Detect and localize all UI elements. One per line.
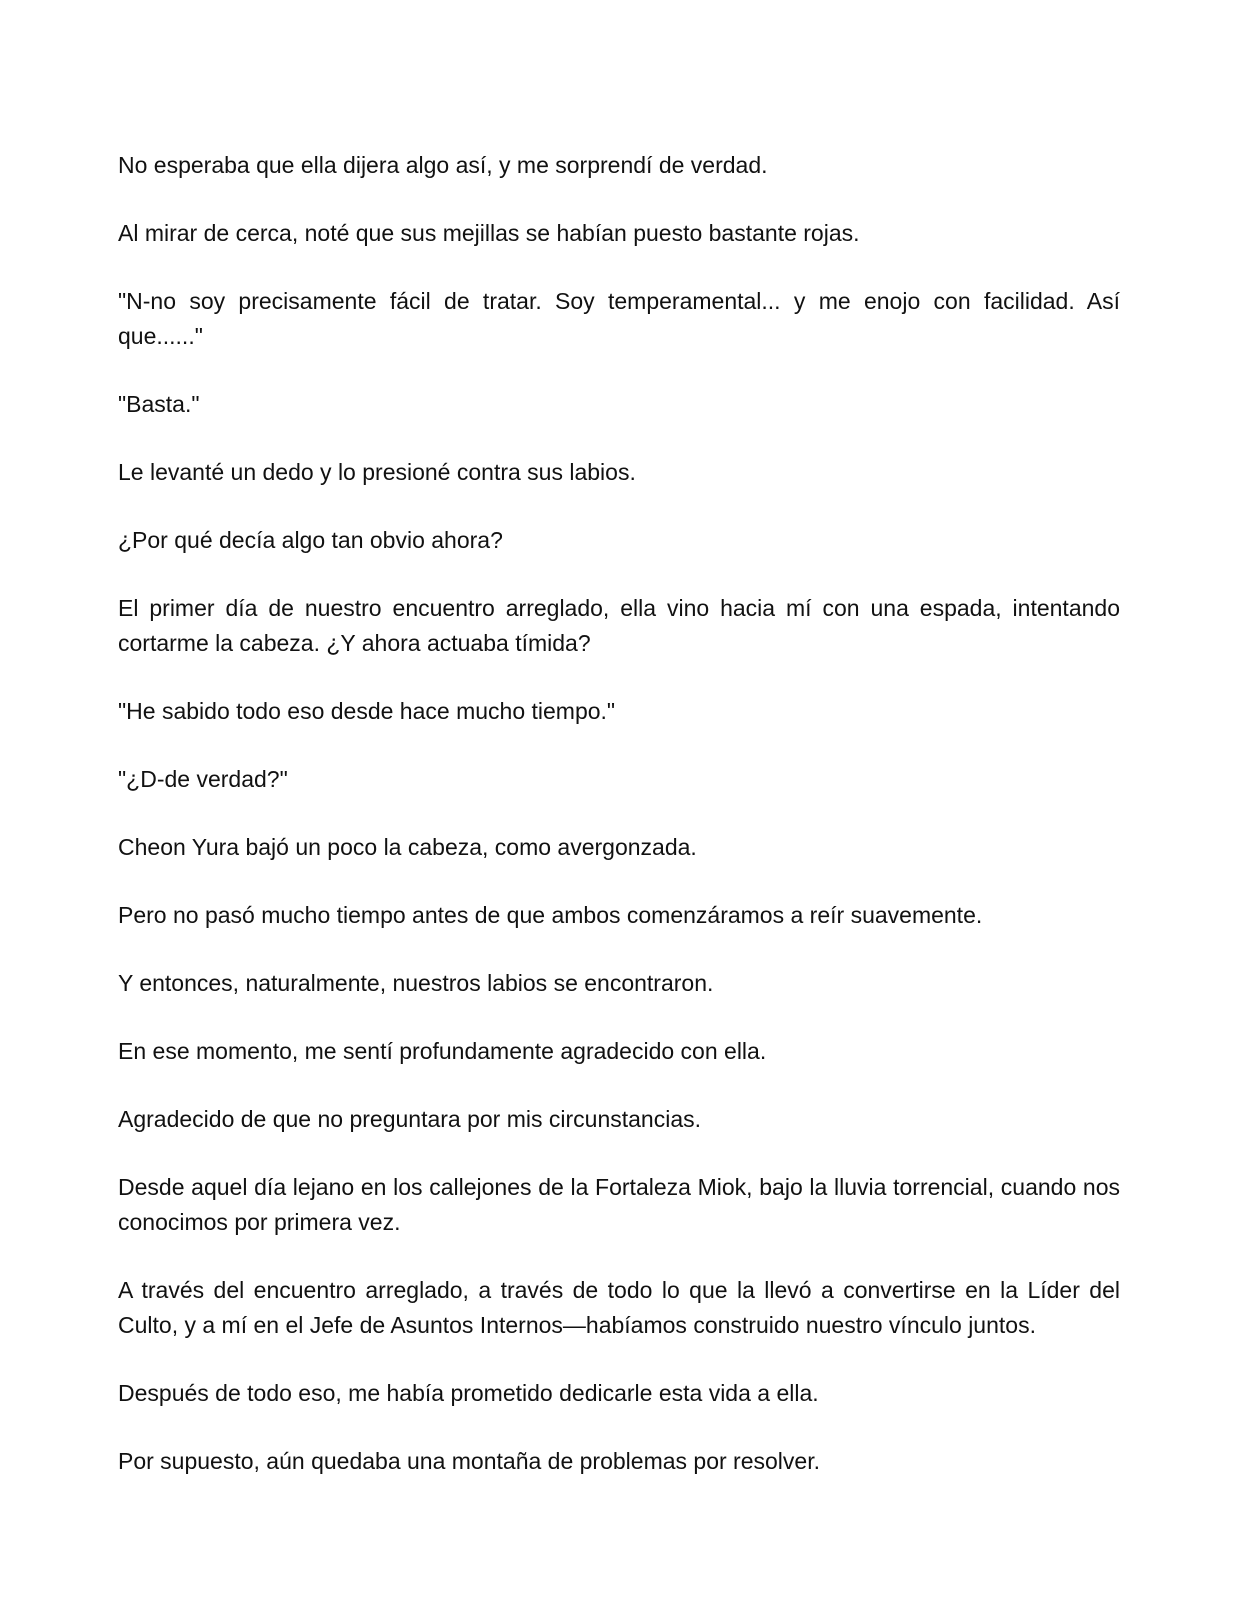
paragraph: "Basta." bbox=[118, 391, 200, 417]
paragraph: Agradecido de que no preguntara por mis circunstancias. bbox=[118, 1106, 702, 1132]
paragraph: Por supuesto, aún quedaba una montaña de problemas por resolver. bbox=[118, 1448, 820, 1474]
paragraph: El primer día de nuestro encuentro arreglado, ella vino hacia mí con una espada, intentando cortarme la cabeza. ¿Y ahora actuaba tímida? bbox=[118, 595, 1120, 656]
body-text bbox=[118, 148, 1120, 1512]
paragraph: ¿Por qué decía algo tan obvio ahora? bbox=[118, 527, 503, 553]
paragraph: Pero no pasó mucho tiempo antes de que ambos comenzáramos a reír suavemente. bbox=[118, 902, 983, 928]
paragraph: Después de todo eso, me había prometido dedicarle esta vida a ella. bbox=[118, 1380, 819, 1406]
paragraph: "N-no soy precisamente fácil de tratar. Soy temperamental... y me enojo con facilidad. Así que......" bbox=[118, 288, 1120, 349]
paragraph: "¿D-de verdad?" bbox=[118, 766, 288, 792]
paragraph: Desde aquel día lejano en los callejones de la Fortaleza Miok, bajo la lluvia torrencial, cuando nos conocimos por primera vez. bbox=[118, 1174, 1120, 1235]
paragraph: Al mirar de cerca, noté que sus mejillas se habían puesto bastante rojas. bbox=[118, 220, 860, 246]
paragraph: "He sabido todo eso desde hace mucho tiempo." bbox=[118, 698, 616, 724]
paragraph: Le levanté un dedo y lo presioné contra sus labios. bbox=[118, 459, 636, 485]
paragraph: A través del encuentro arreglado, a través de todo lo que la llevó a convertirse en la Líder del Culto, y a mí en el Jefe de Asuntos Internos—habíamos construido nuestro vínculo juntos. bbox=[118, 1277, 1120, 1338]
paragraph: En ese momento, me sentí profundamente agradecido con ella. bbox=[118, 1038, 767, 1064]
paragraph: No esperaba que ella dijera algo así, y me sorprendí de verdad. bbox=[118, 152, 768, 178]
paragraph: Cheon Yura bajó un poco la cabeza, como avergonzada. bbox=[118, 834, 697, 860]
paragraph: Y entonces, naturalmente, nuestros labios se encontraron. bbox=[118, 970, 714, 996]
